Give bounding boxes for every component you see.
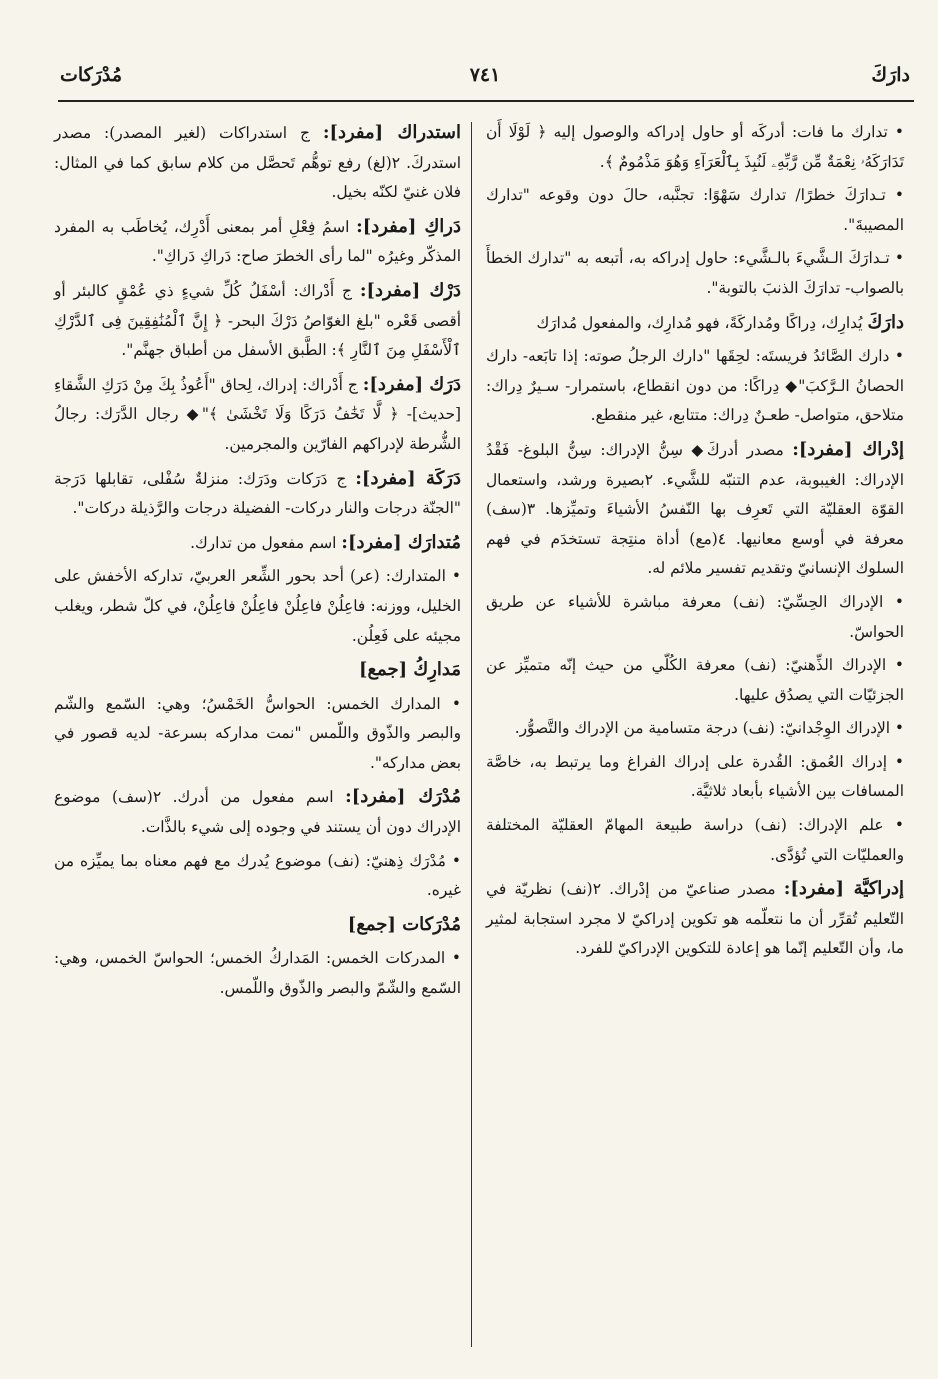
- sense-bullet: [486, 181, 904, 240]
- page-number: ٧٤١: [469, 64, 501, 86]
- sense-bullet: [54, 562, 461, 651]
- right-column: [486, 118, 904, 968]
- headword: دَراكِ [مفرد]:: [356, 215, 461, 237]
- sense-text: إدراك العُمق: القُدرة على إدراك الفراغ وما يرتبط به، خاصَّة المسافات بين الأشياء بأبعاد ثلاثيَّة.: [486, 752, 904, 801]
- sense-bullet: [486, 748, 904, 807]
- headword: دَرَكَة [مفرد]:: [355, 467, 461, 489]
- header-rule: [58, 100, 914, 102]
- left-column: [54, 118, 461, 1008]
- sense-text: تـدارَكَ خطرًا/ تدارك سَهْوًا: تجنَّبه، حالَ دون وقوعه "تدارك المصيبةَ".: [486, 186, 904, 234]
- definition-text: يُدارِك، دِراكًا ومُداركَةً، فهو مُدارِك، والمفعول مُدارَك: [536, 313, 863, 332]
- headword: مُدْرَك [مفرد]:: [345, 786, 461, 808]
- dictionary-entry: [54, 655, 461, 686]
- headword: دَرَك [مفرد]:: [362, 373, 461, 395]
- sense-text: الإدراك الوِجْدانيّ: (نف) درجة متسامية من الإدراك والتَّصوُّر.: [514, 719, 891, 738]
- definition-text: مصدر صناعيّ من إدْراك. ٢(نف) نظريّة في التّعليم تُقرِّر أن ما نتعلّمه هو تكوين إدراكيّ لا مجرد استجابة لمثير ما، وأن التّعليم إنّما هو إعادة للتكوين الإدراكيّ للفرد.: [486, 880, 904, 958]
- sense-bullet: [54, 944, 461, 1003]
- header-last-word: مُدْرَكات: [60, 64, 123, 86]
- sense-text: المدارك الخمس: الحواسُّ الخَمْسُ؛ وهي: السّمع والشّم والبصر والذّوق واللّمس "نمت مداركه بسرعة- لديه قصور في بعض مداركه".: [54, 694, 461, 772]
- sense-text: الإدراك الحِسِّيّ: (نف) معرفة مباشرة للأشياء عن طريق الحواسّ.: [486, 592, 904, 641]
- dictionary-entry: [54, 464, 461, 524]
- dictionary-entry: [54, 910, 461, 941]
- dictionary-entry: [486, 874, 904, 964]
- sense-text: تـدارَكَ الـشَّيءَ بالـشَّيء: حاول إدراكه به، أتبعه به "تدارك الخطأَ بالصواب- تدارَكَ الذنبَ بالتوبة".: [486, 249, 904, 297]
- dictionary-entry: [54, 782, 461, 842]
- headword: دَرْك [مفرد]:: [359, 279, 461, 301]
- sense-bullet: [486, 118, 904, 177]
- column-divider: [471, 122, 472, 1347]
- sense-bullet: [486, 651, 904, 710]
- sense-bullet: [486, 588, 904, 647]
- sense-bullet: [486, 811, 904, 870]
- sense-bullet: [486, 342, 904, 431]
- definition-text: اسم مفعول من أدرك. ٢(سف) موضوع الإدراك دون أن يستند في وجوده إلى شيء بالذَّات.: [54, 788, 461, 837]
- headword: مُتدارَك [مفرد]:: [341, 531, 461, 553]
- definition-text: ج أَدْراك: إدراك، لِحاق "أَعُوذُ بِكَ مِنْ دَرَكِ الشَّقاءِ [حديث]- ﴿ لَّا تَخَٰفُ دَرَكًا وَلَا تَخْشَىٰ ﴾"◆ رجال الدَّرَك: رجالُ الشُّرطة لإدراكهم الفارّين والمجرمين.: [54, 375, 461, 453]
- page-header: [60, 58, 910, 98]
- headword: إدْراك [مفرد]:: [792, 438, 904, 460]
- definition-text: اسم مفعول من تدارك.: [190, 533, 337, 552]
- sense-bullet: [54, 847, 461, 906]
- sense-text: الإدراك الذِّهنيّ: (نف) معرفة الكُلّي من حيث إنّه متميِّز عن الجزئيّات التي يصدُق عليها.: [486, 656, 904, 704]
- sense-bullet: [486, 244, 904, 303]
- definition-text: ج أَدْراك: أسْفَلُ كُلِّ شيءٍ ذي عُمْقٍ كالبئر أو أقصى قَعْره "بلغ الغوّاصُ دَرْكَ البحر- ﴿ إِنَّ ٱلْمُنَٰفِقِينَ فِى ٱلدَّرْكِ ٱلْأَسْفَلِ مِنَ ٱلنَّارِ ﴾: الطَّبق الأسفل من أطباق جهنَّم".: [54, 281, 461, 360]
- definition-text: مصدر أدركَ◆ سِنُّ الإدراك: سِنُّ البلوغ- فَقْدُ الإدراك: الغيبوبة، عدم التنبّه للشَّيء. ٢بصيرة ورشد، واستعمال القوّة العقليّة التي تَعرِف بها النّفسُ الأشياءَ وتميِّزها. ٣(سف) معرفة في أوسع معانيها. ٤(مع) أداة منتِجة تستخدَم في فهم السلوك الإنسانيّ وتقديم تفسير ملائم له.: [486, 440, 904, 578]
- sense-text: دارك الصَّائدُ فريستَه: لحِقَها "دارك الرجلُ صوته: إذا تابَعه- دارك الحصانُ الـرَّكبَ"◆ دِراكًا: من دون انقطاع، باستمرار- سـيرٌ دِراك: متلاحق، متواصل- طعـنٌ دِراك: متتابع، غير منقطع.: [486, 347, 904, 425]
- headword: إدراكيَّة [مفرد]:: [783, 878, 904, 900]
- dictionary-entry: [486, 435, 904, 584]
- definition-text: اسمُ فِعْلِ أمر بمعنى أَدْرِك، يُخاطَب به المفرد المذكّر وغيرُه "لما رأى الخطرَ صاح: دَراكِ دَراكِ".: [54, 217, 461, 266]
- definition-text: ج استدراكات (لغير المصدر): مصدر استدركَ. ٢(لغ) رفع توهُّم تَحصَّل من كلام سابق كما في المثال: فلان غنيّ لكنّه بخيل.: [54, 124, 461, 202]
- header-first-word: دارَكَ: [871, 64, 910, 86]
- definition-text: ج دَرَكات ودَرَك: منزلةٌ سُفْلى، تقابلها دَرَجة "الجنّة درجات والنار دركات- الفضيلة درجات والرَّذيلة دركات".: [54, 469, 461, 518]
- sense-bullet: [54, 690, 461, 779]
- sense-text: مُدْرَك ذِهنيّ: (نف) موضوع يُدرك مع فهم معناه بما يميِّزه من غيره.: [54, 851, 461, 900]
- sense-text: المتدارك: (عر) أحد بحور الشِّعر العربيّ، تداركه الأخفش على الخليل، ووزنه: فاعِلُنْ فاعِلُنْ فاعِلُنْ فاعِلُنْ، في كلّ شطر، ويغلب مجيئه على فَعِلُن.: [54, 567, 461, 645]
- sense-text: تدارك ما فات: أدركَه أو حاول إدراكه والوصول إليه ﴿ لَوْلَا أَن تَدَارَكَهُۥ نِعْمَةٌ مِّن رَّبِّهِۦ لَنُبِذَ بِٱلْعَرَآءِ وَهُوَ مَذْمُومٌ ﴾.: [486, 123, 904, 171]
- dictionary-entry: [486, 308, 904, 339]
- sense-text: المدركات الخمس: المَداركُ الخمس؛ الحواسّ الخمس، وهي: السّمع والشّمّ والبصر والذّوق واللّمس.: [54, 949, 461, 998]
- headword: دارَكَ: [867, 311, 904, 333]
- headword: استدراك [مفرد]:: [322, 122, 461, 143]
- dictionary-entry: [54, 276, 461, 366]
- dictionary-entry: [54, 212, 461, 272]
- sense-text: علم الإدراك: (نف) دراسة طبيعة المهامّ العقليّة المختلفة والعمليّات التي تُؤدَّى.: [486, 816, 904, 864]
- dictionary-entry: [54, 528, 461, 559]
- dictionary-entry: [54, 118, 461, 208]
- headword: مُدْرَكات [جمع]: [347, 913, 461, 935]
- dictionary-entry: [54, 370, 461, 460]
- headword: مَدارِكُ [جمع]: [358, 659, 461, 681]
- sense-bullet: [486, 714, 904, 744]
